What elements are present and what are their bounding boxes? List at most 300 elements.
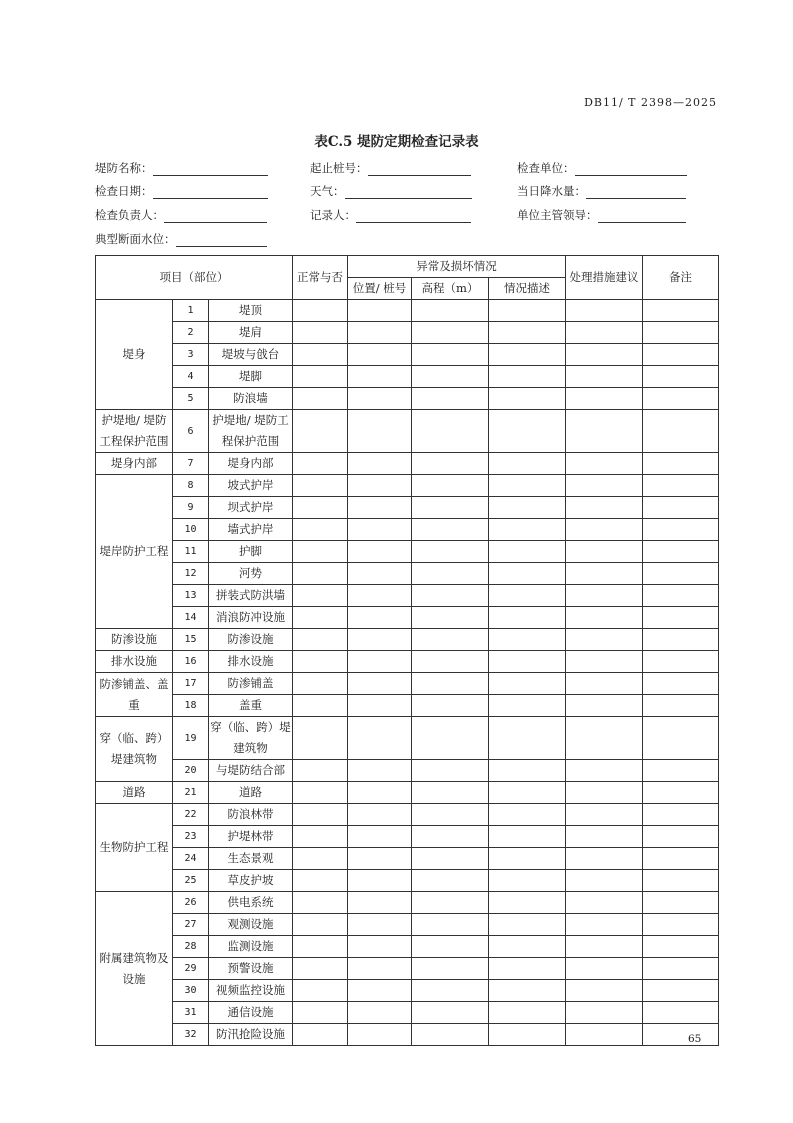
description-cell[interactable] <box>489 673 566 695</box>
elevation-cell[interactable] <box>412 695 489 717</box>
field-recorder <box>310 207 471 223</box>
position-cell[interactable] <box>348 1002 412 1024</box>
item-number: 6 <box>173 410 209 453</box>
normal-cell[interactable] <box>293 563 348 585</box>
item-name: 防渗设施 <box>209 629 293 651</box>
table-row <box>96 848 719 870</box>
rainfall-input[interactable] <box>586 186 686 199</box>
table-row <box>96 497 719 519</box>
measures-cell[interactable] <box>566 892 643 914</box>
item-number: 1 <box>173 300 209 322</box>
description-cell[interactable] <box>489 322 566 344</box>
inspection-date-input[interactable] <box>153 186 268 199</box>
item-name: 排水设施 <box>209 651 293 673</box>
remarks-cell[interactable] <box>643 673 719 695</box>
measures-cell[interactable] <box>566 651 643 673</box>
elevation-cell[interactable] <box>412 848 489 870</box>
position-cell[interactable] <box>348 300 412 322</box>
normal-cell[interactable] <box>293 717 348 760</box>
position-cell[interactable] <box>348 826 412 848</box>
description-cell[interactable] <box>489 300 566 322</box>
item-name: 生态景观 <box>209 848 293 870</box>
standard-number: DB11/ T 2398—2025 <box>584 96 717 109</box>
elevation-cell[interactable] <box>412 497 489 519</box>
normal-cell[interactable] <box>293 453 348 475</box>
item-name: 盖重 <box>209 695 293 717</box>
normal-cell[interactable] <box>293 695 348 717</box>
elevation-cell[interactable] <box>412 541 489 563</box>
measures-cell[interactable] <box>566 1002 643 1024</box>
description-cell[interactable] <box>489 892 566 914</box>
header-item: 项目（部位） <box>96 256 293 300</box>
elevation-cell[interactable] <box>412 980 489 1002</box>
item-name: 护脚 <box>209 541 293 563</box>
elevation-cell[interactable] <box>412 563 489 585</box>
elevation-cell[interactable] <box>412 673 489 695</box>
measures-cell[interactable] <box>566 410 643 453</box>
field-label: 当日降水量： <box>517 184 586 198</box>
measures-cell[interactable] <box>566 519 643 541</box>
description-cell[interactable] <box>489 914 566 936</box>
measures-cell[interactable] <box>566 848 643 870</box>
group-label: 护堤地/ 堤防工程保护范围 <box>96 410 173 453</box>
remarks-cell[interactable] <box>643 322 719 344</box>
measures-cell[interactable] <box>566 695 643 717</box>
description-cell[interactable] <box>489 366 566 388</box>
table-row <box>96 826 719 848</box>
remarks-cell[interactable] <box>643 563 719 585</box>
description-cell[interactable] <box>489 585 566 607</box>
item-name: 防浪林带 <box>209 804 293 826</box>
item-name: 坡式护岸 <box>209 475 293 497</box>
position-cell[interactable] <box>348 782 412 804</box>
remarks-cell[interactable] <box>643 519 719 541</box>
normal-cell[interactable] <box>293 629 348 651</box>
remarks-cell[interactable] <box>643 541 719 563</box>
header-elevation: 高程（m） <box>412 278 489 300</box>
normal-cell[interactable] <box>293 1002 348 1024</box>
remarks-cell[interactable] <box>643 585 719 607</box>
item-number: 11 <box>173 541 209 563</box>
item-number: 15 <box>173 629 209 651</box>
item-number: 14 <box>173 607 209 629</box>
elevation-cell[interactable] <box>412 651 489 673</box>
normal-cell[interactable] <box>293 300 348 322</box>
position-cell[interactable] <box>348 475 412 497</box>
remarks-cell[interactable] <box>643 497 719 519</box>
measures-cell[interactable] <box>566 936 643 958</box>
field-label: 堤防名称： <box>95 161 153 175</box>
item-number: 2 <box>173 322 209 344</box>
position-cell[interactable] <box>348 410 412 453</box>
header-position: 位置/ 桩号 <box>348 278 412 300</box>
header-remarks: 备注 <box>643 256 719 300</box>
measures-cell[interactable] <box>566 366 643 388</box>
normal-cell[interactable] <box>293 936 348 958</box>
description-cell[interactable] <box>489 826 566 848</box>
table-row <box>96 475 719 497</box>
elevation-cell[interactable] <box>412 344 489 366</box>
table-row <box>96 629 719 651</box>
position-cell[interactable] <box>348 848 412 870</box>
remarks-cell[interactable] <box>643 892 719 914</box>
item-number: 29 <box>173 958 209 980</box>
measures-cell[interactable] <box>566 475 643 497</box>
measures-cell[interactable] <box>566 541 643 563</box>
position-cell[interactable] <box>348 1024 412 1046</box>
group-label: 堤身 <box>96 300 173 410</box>
item-name: 视频监控设施 <box>209 980 293 1002</box>
normal-cell[interactable] <box>293 892 348 914</box>
water-level-input[interactable] <box>176 234 267 247</box>
normal-cell[interactable] <box>293 760 348 782</box>
item-name: 消浪防冲设施 <box>209 607 293 629</box>
measures-cell[interactable] <box>566 607 643 629</box>
table-title: 表C.5 堤防定期检查记录表 <box>314 134 479 150</box>
description-cell[interactable] <box>489 760 566 782</box>
normal-cell[interactable] <box>293 914 348 936</box>
group-label: 穿（临、跨）堤建筑物 <box>96 717 173 782</box>
item-number: 4 <box>173 366 209 388</box>
header-measures: 处理措施建议 <box>566 256 643 300</box>
dike-name-input[interactable] <box>153 163 268 176</box>
elevation-cell[interactable] <box>412 1024 489 1046</box>
measures-cell[interactable] <box>566 585 643 607</box>
measures-cell[interactable] <box>566 388 643 410</box>
elevation-cell[interactable] <box>412 804 489 826</box>
normal-cell[interactable] <box>293 848 348 870</box>
position-cell[interactable] <box>348 497 412 519</box>
remarks-cell[interactable] <box>643 717 719 760</box>
item-name: 防浪墙 <box>209 388 293 410</box>
elevation-cell[interactable] <box>412 322 489 344</box>
normal-cell[interactable] <box>293 826 348 848</box>
elevation-cell[interactable] <box>412 782 489 804</box>
table-row <box>96 870 719 892</box>
elevation-cell[interactable] <box>412 892 489 914</box>
normal-cell[interactable] <box>293 344 348 366</box>
item-number: 17 <box>173 673 209 695</box>
description-cell[interactable] <box>489 497 566 519</box>
measures-cell[interactable] <box>566 914 643 936</box>
item-name: 拼装式防洪墙 <box>209 585 293 607</box>
description-cell[interactable] <box>489 1002 566 1024</box>
page-number: 65 <box>688 1033 702 1045</box>
measures-cell[interactable] <box>566 958 643 980</box>
remarks-cell[interactable] <box>643 914 719 936</box>
normal-cell[interactable] <box>293 607 348 629</box>
normal-cell[interactable] <box>293 585 348 607</box>
remarks-cell[interactable] <box>643 826 719 848</box>
position-cell[interactable] <box>348 629 412 651</box>
position-cell[interactable] <box>348 519 412 541</box>
description-cell[interactable] <box>489 629 566 651</box>
elevation-cell[interactable] <box>412 519 489 541</box>
position-cell[interactable] <box>348 322 412 344</box>
description-cell[interactable] <box>489 607 566 629</box>
item-number: 24 <box>173 848 209 870</box>
remarks-cell[interactable] <box>643 695 719 717</box>
measures-cell[interactable] <box>566 629 643 651</box>
measures-cell[interactable] <box>566 826 643 848</box>
elevation-cell[interactable] <box>412 300 489 322</box>
measures-cell[interactable] <box>566 322 643 344</box>
remarks-cell[interactable] <box>643 475 719 497</box>
group-label: 附属建筑物及设施 <box>96 892 173 1046</box>
description-cell[interactable] <box>489 1024 566 1046</box>
elevation-cell[interactable] <box>412 870 489 892</box>
normal-cell[interactable] <box>293 322 348 344</box>
item-number: 22 <box>173 804 209 826</box>
elevation-cell[interactable] <box>412 1002 489 1024</box>
normal-cell[interactable] <box>293 980 348 1002</box>
description-cell[interactable] <box>489 453 566 475</box>
measures-cell[interactable] <box>566 300 643 322</box>
item-number: 3 <box>173 344 209 366</box>
field-label: 记录人： <box>310 208 356 222</box>
position-cell[interactable] <box>348 453 412 475</box>
position-cell[interactable] <box>348 651 412 673</box>
remarks-cell[interactable] <box>643 760 719 782</box>
remarks-cell[interactable] <box>643 980 719 1002</box>
description-cell[interactable] <box>489 344 566 366</box>
remarks-cell[interactable] <box>643 344 719 366</box>
item-number: 28 <box>173 936 209 958</box>
description-cell[interactable] <box>489 410 566 453</box>
field-inspection-unit <box>517 160 687 176</box>
item-number: 19 <box>173 717 209 760</box>
normal-cell[interactable] <box>293 366 348 388</box>
table-row <box>96 980 719 1002</box>
remarks-cell[interactable] <box>643 936 719 958</box>
item-name: 堤身内部 <box>209 453 293 475</box>
position-cell[interactable] <box>348 804 412 826</box>
remarks-cell[interactable] <box>643 607 719 629</box>
table-row <box>96 300 719 322</box>
measures-cell[interactable] <box>566 453 643 475</box>
description-cell[interactable] <box>489 804 566 826</box>
item-name: 观测设施 <box>209 914 293 936</box>
description-cell[interactable] <box>489 980 566 1002</box>
elevation-cell[interactable] <box>412 958 489 980</box>
remarks-cell[interactable] <box>643 1024 719 1046</box>
description-cell[interactable] <box>489 695 566 717</box>
item-number: 32 <box>173 1024 209 1046</box>
normal-cell[interactable] <box>293 541 348 563</box>
position-cell[interactable] <box>348 870 412 892</box>
remarks-cell[interactable] <box>643 651 719 673</box>
remarks-cell[interactable] <box>643 629 719 651</box>
normal-cell[interactable] <box>293 870 348 892</box>
elevation-cell[interactable] <box>412 475 489 497</box>
remarks-cell[interactable] <box>643 300 719 322</box>
item-name: 防汛抢险设施 <box>209 1024 293 1046</box>
normal-cell[interactable] <box>293 388 348 410</box>
normal-cell[interactable] <box>293 958 348 980</box>
normal-cell[interactable] <box>293 475 348 497</box>
field-water-level <box>95 231 267 247</box>
elevation-cell[interactable] <box>412 585 489 607</box>
remarks-cell[interactable] <box>643 410 719 453</box>
remarks-cell[interactable] <box>643 388 719 410</box>
measures-cell[interactable] <box>566 804 643 826</box>
position-cell[interactable] <box>348 388 412 410</box>
table-row <box>96 936 719 958</box>
remarks-cell[interactable] <box>643 958 719 980</box>
description-cell[interactable] <box>489 958 566 980</box>
position-cell[interactable] <box>348 585 412 607</box>
item-number: 21 <box>173 782 209 804</box>
position-cell[interactable] <box>348 892 412 914</box>
measures-cell[interactable] <box>566 497 643 519</box>
item-name: 通信设施 <box>209 1002 293 1024</box>
table-row <box>96 892 719 914</box>
position-cell[interactable] <box>348 563 412 585</box>
remarks-cell[interactable] <box>643 804 719 826</box>
elevation-cell[interactable] <box>412 717 489 760</box>
normal-cell[interactable] <box>293 410 348 453</box>
elevation-cell[interactable] <box>412 936 489 958</box>
item-name: 河势 <box>209 563 293 585</box>
remarks-cell[interactable] <box>643 782 719 804</box>
normal-cell[interactable] <box>293 497 348 519</box>
normal-cell[interactable] <box>293 651 348 673</box>
item-number: 10 <box>173 519 209 541</box>
item-number: 16 <box>173 651 209 673</box>
position-cell[interactable] <box>348 936 412 958</box>
item-number: 25 <box>173 870 209 892</box>
normal-cell[interactable] <box>293 1024 348 1046</box>
item-name: 墙式护岸 <box>209 519 293 541</box>
remarks-cell[interactable] <box>643 453 719 475</box>
normal-cell[interactable] <box>293 782 348 804</box>
table-row <box>96 366 719 388</box>
measures-cell[interactable] <box>566 344 643 366</box>
elevation-cell[interactable] <box>412 388 489 410</box>
normal-cell[interactable] <box>293 519 348 541</box>
position-cell[interactable] <box>348 541 412 563</box>
measures-cell[interactable] <box>566 980 643 1002</box>
description-cell[interactable] <box>489 848 566 870</box>
table-row <box>96 782 719 804</box>
recorder-input[interactable] <box>356 210 471 223</box>
description-cell[interactable] <box>489 936 566 958</box>
elevation-cell[interactable] <box>412 760 489 782</box>
position-cell[interactable] <box>348 760 412 782</box>
elevation-cell[interactable] <box>412 453 489 475</box>
remarks-cell[interactable] <box>643 1002 719 1024</box>
elevation-cell[interactable] <box>412 410 489 453</box>
elevation-cell[interactable] <box>412 826 489 848</box>
position-cell[interactable] <box>348 695 412 717</box>
description-cell[interactable] <box>489 870 566 892</box>
position-cell[interactable] <box>348 607 412 629</box>
group-label: 防渗铺盖、盖重 <box>96 673 173 717</box>
description-cell[interactable] <box>489 782 566 804</box>
description-cell[interactable] <box>489 563 566 585</box>
elevation-cell[interactable] <box>412 914 489 936</box>
elevation-cell[interactable] <box>412 366 489 388</box>
position-cell[interactable] <box>348 717 412 760</box>
field-label: 典型断面水位： <box>95 232 176 246</box>
normal-cell[interactable] <box>293 673 348 695</box>
inspection-table <box>95 255 719 1046</box>
item-number: 5 <box>173 388 209 410</box>
table-row <box>96 322 719 344</box>
item-number: 13 <box>173 585 209 607</box>
table-row <box>96 344 719 366</box>
item-number: 23 <box>173 826 209 848</box>
measures-cell[interactable] <box>566 717 643 760</box>
item-name: 护堤地/ 堤防工程保护范围 <box>209 410 293 453</box>
description-cell[interactable] <box>489 651 566 673</box>
measures-cell[interactable] <box>566 782 643 804</box>
item-name: 坝式护岸 <box>209 497 293 519</box>
item-name: 堤坡与戗台 <box>209 344 293 366</box>
description-cell[interactable] <box>489 519 566 541</box>
position-cell[interactable] <box>348 673 412 695</box>
description-cell[interactable] <box>489 541 566 563</box>
position-cell[interactable] <box>348 980 412 1002</box>
item-name: 堤脚 <box>209 366 293 388</box>
field-inspector <box>95 207 267 223</box>
measures-cell[interactable] <box>566 760 643 782</box>
chainage-input[interactable] <box>368 163 471 176</box>
item-number: 31 <box>173 1002 209 1024</box>
weather-input[interactable] <box>345 186 472 199</box>
normal-cell[interactable] <box>293 804 348 826</box>
group-label: 道路 <box>96 782 173 804</box>
field-label: 天气： <box>310 184 345 198</box>
measures-cell[interactable] <box>566 673 643 695</box>
item-number: 20 <box>173 760 209 782</box>
elevation-cell[interactable] <box>412 629 489 651</box>
measures-cell[interactable] <box>566 870 643 892</box>
item-name: 防渗铺盖 <box>209 673 293 695</box>
position-cell[interactable] <box>348 344 412 366</box>
elevation-cell[interactable] <box>412 607 489 629</box>
item-name: 草皮护坡 <box>209 870 293 892</box>
item-name: 堤肩 <box>209 322 293 344</box>
position-cell[interactable] <box>348 366 412 388</box>
group-label: 堤岸防护工程 <box>96 475 173 629</box>
description-cell[interactable] <box>489 475 566 497</box>
inspector-input[interactable] <box>164 210 267 223</box>
supervisor-input[interactable] <box>598 210 686 223</box>
remarks-cell[interactable] <box>643 848 719 870</box>
table-row <box>96 717 719 760</box>
field-label: 检查日期： <box>95 184 153 198</box>
measures-cell[interactable] <box>566 1024 643 1046</box>
table-row <box>96 585 719 607</box>
description-cell[interactable] <box>489 717 566 760</box>
table-body <box>96 300 719 1046</box>
field-supervisor <box>517 207 686 223</box>
item-name: 预警设施 <box>209 958 293 980</box>
field-inspection-date <box>95 183 268 199</box>
position-cell[interactable] <box>348 914 412 936</box>
inspection-unit-input[interactable] <box>575 163 687 176</box>
remarks-cell[interactable] <box>643 870 719 892</box>
remarks-cell[interactable] <box>643 366 719 388</box>
item-name: 供电系统 <box>209 892 293 914</box>
description-cell[interactable] <box>489 388 566 410</box>
position-cell[interactable] <box>348 958 412 980</box>
item-name: 穿（临、跨）堤建筑物 <box>209 717 293 760</box>
measures-cell[interactable] <box>566 563 643 585</box>
table-row <box>96 388 719 410</box>
group-label: 排水设施 <box>96 651 173 673</box>
